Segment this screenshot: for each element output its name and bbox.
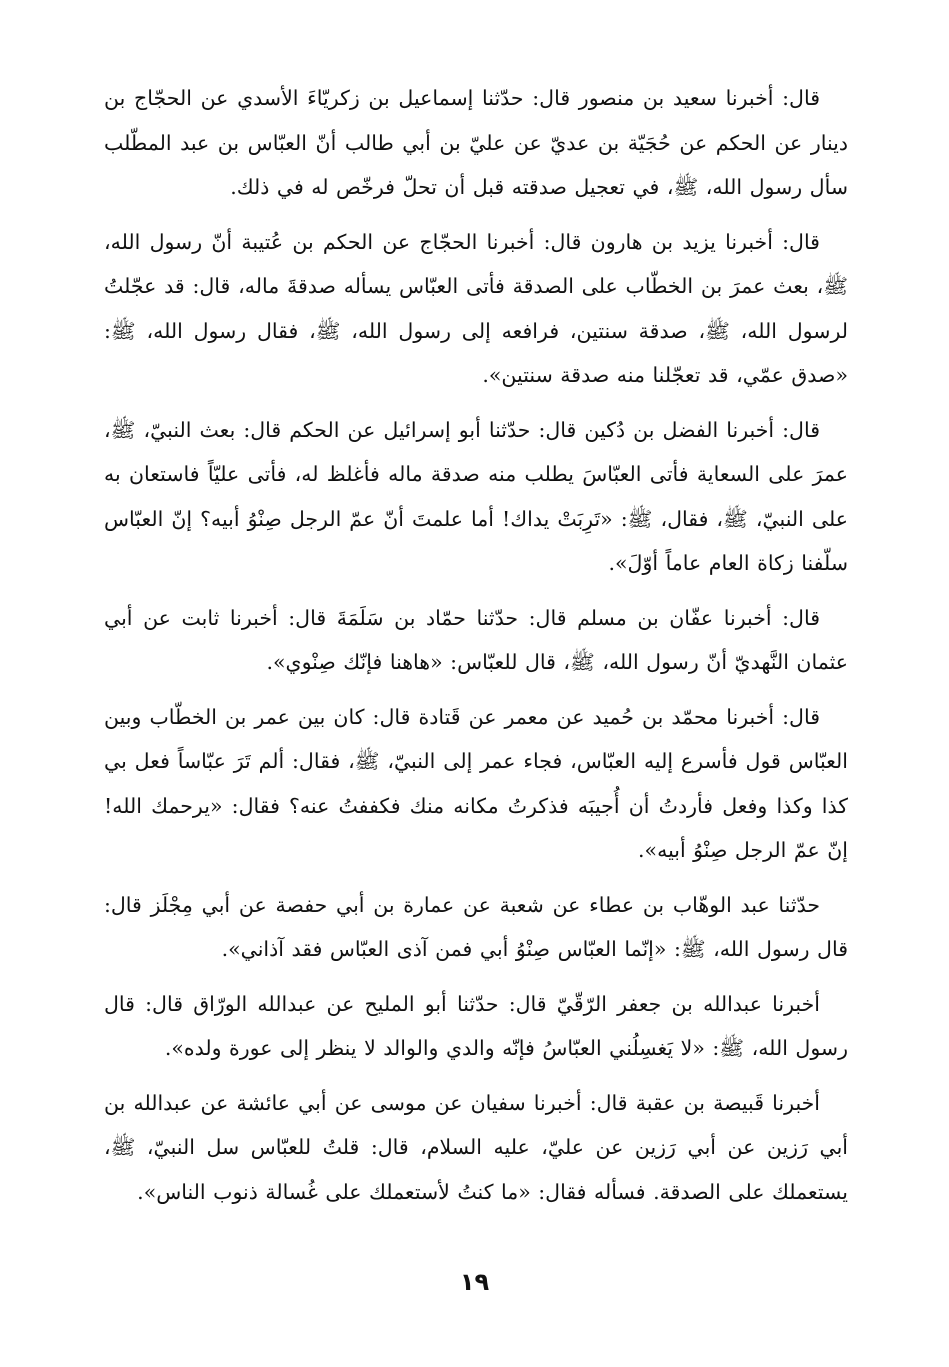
- page-number: ١٩: [459, 1268, 490, 1296]
- paragraph: قال: أخبرنا عفّان بن مسلم قال: حدّثنا حمّاد بن سَلَمَةَ قال: أخبرنا ثابت عن أبي عثمان النَّهديّ أنّ رسول الله، ﷺ، قال للعبّاس: «هاهنا فإنّك صِنْوي».: [104, 605, 848, 674]
- paragraph: قال: أخبرنا يزيد بن هارون قال: أخبرنا الحجّاج عن الحكم بن عُتيبة أنّ رسول الله، ﷺ، بعث عمرَ بن الخطّاب على الصدقة فأتى العبّاس يسأله صدقةَ ماله، قال: قد عجّلتُ لرسول الله، ﷺ، صدقة سنتين، فرافعه إلى رسول الله، ﷺ، فقال رسول الله، ﷺ: «صدق عمّي، قد تعجّلنا منه صدقة سنتين».: [104, 229, 848, 387]
- paragraph: قال: أخبرنا الفضل بن دُكين قال: حدّثنا أبو إسرائيل عن الحكم قال: بعث النبيّ، ﷺ، عمرَ على السعاية فأتى العبّاسَ يطلب منه صدقة ماله فأغلظ له، فأتى عليّاً فاستعان به على النبيّ، ﷺ، فقال، ﷺ: «تَرِبَتْ يداك! أما علمتَ أنّ عمّ الرجل صِنْوُ أبيه؟ إنّ العبّاس سلّفنا زكاة العام عاماً أوّلَ».: [104, 417, 848, 575]
- paragraph: أخبرنا عبدالله بن جعفر الرّقّيّ قال: حدّثنا أبو المليح عن عبدالله الورّاق قال: قال رسول الله، ﷺ: «لا يَغسِلُني العبّاسُ فإنّه والدي والوالد لا ينظر إلى عورة ولده».: [104, 991, 848, 1060]
- page-text-body: [104, 76, 848, 1214]
- paragraph: أخبرنا قَبيصة بن عقبة قال: أخبرنا سفيان عن موسى عن أبي عائشة عن عبدالله بن أبي رَزين عن أبي رَزين عن عليّ، عليه السلام، قال: قلتُ للعبّاس سل النبيّ، ﷺ، يستعملك على الصدقة. فسأله فقال: «ما كنتُ لأستعملك على غُسالة ذنوب الناس».: [104, 1090, 848, 1204]
- paragraph: حدّثنا عبد الوهّاب بن عطاء عن شعبة عن عمارة بن أبي حفصة عن أبي مِجْلَز قال: قال رسول الله، ﷺ: «إنّما العبّاس صِنْوُ أبي فمن آذى العبّاس فقد آذاني».: [104, 892, 848, 961]
- paragraph: قال: أخبرنا محمّد بن حُميد عن معمر عن قَتادة قال: كان بين عمر بن الخطّاب وبين العبّاس قول فأسرع إليه العبّاس، فجاء عمر إلى النبيّ، ﷺ، فقال: ألم تَرَ عبّاساً فعل بي كذا وكذا وفعل فأردتُ أن أُجيبَه فذكرتُ مكانه منك فكففتُ عنه؟ فقال: «يرحمك الله! إنّ عمّ الرجل صِنْوُ أبيه».: [104, 704, 848, 862]
- paragraph: قال: أخبرنا سعيد بن منصور قال: حدّثنا إسماعيل بن زكريّاءَ الأسدي عن الحجّاج بن دينار عن الحكم عن حُجَيّة بن عديّ عن عليّ بن أبي طالب أنّ العبّاس بن عبد المطّلب سأل رسول الله، ﷺ، في تعجيل صدقته قبل أن تحلّ فرخّص له في ذلك.: [104, 86, 848, 199]
